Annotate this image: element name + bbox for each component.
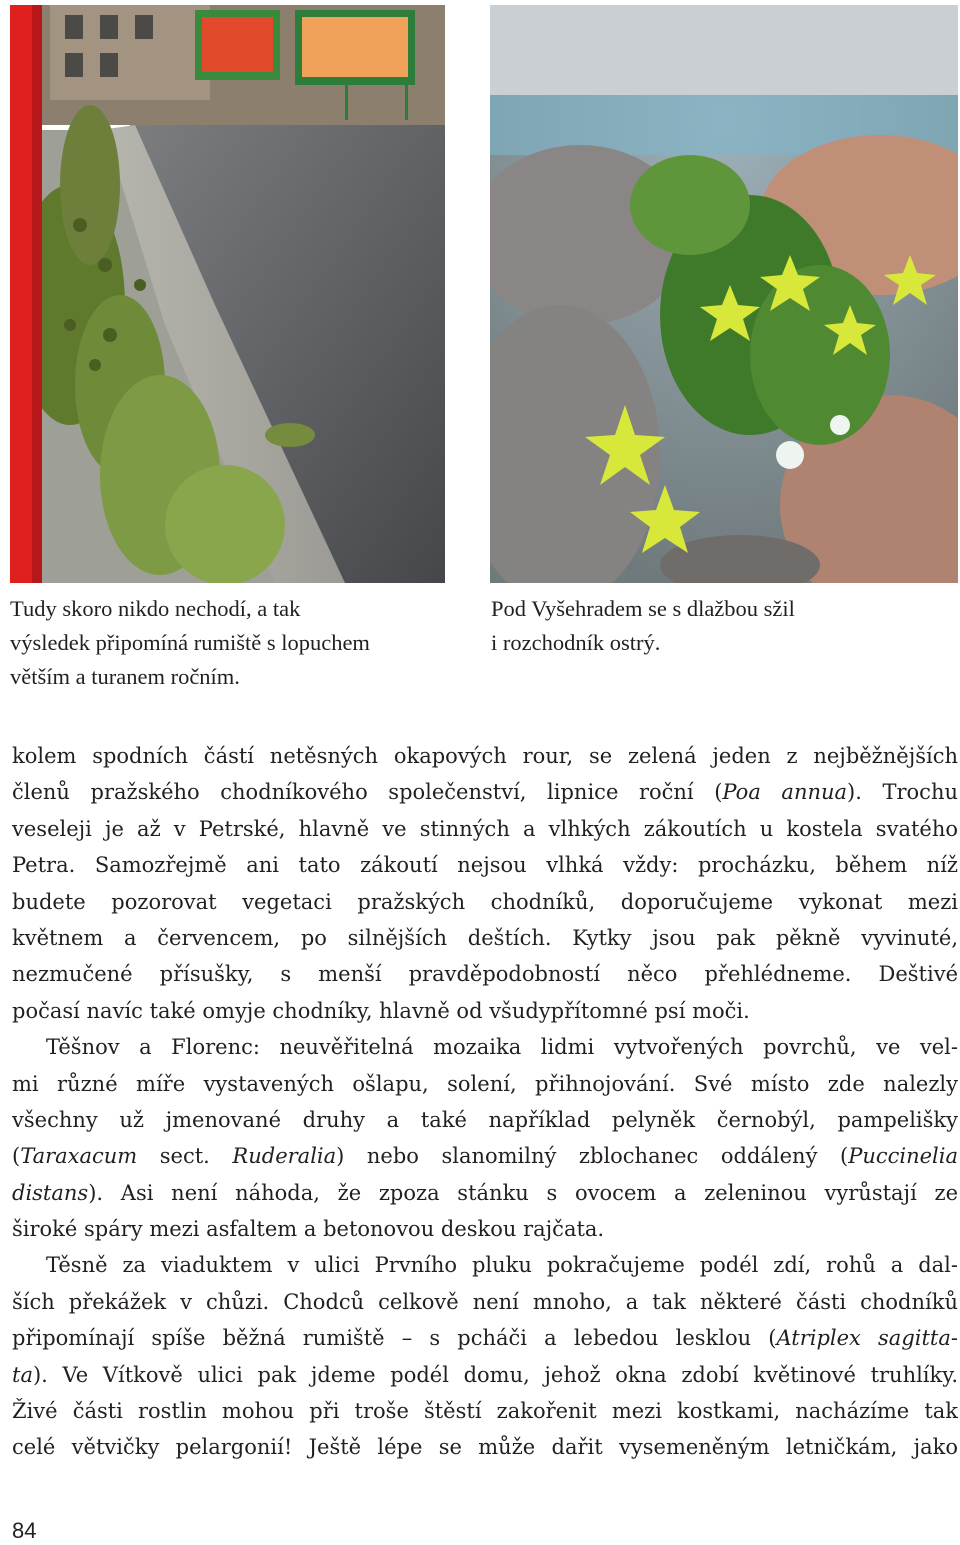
text-segment: Těšnov a Florenc: neuvěřitelná mozaika lidmi vytvořených povrchů, ve vel- (46, 1035, 958, 1060)
body-line (12, 774, 958, 810)
text-segment: široké spáry mezi asfaltem a betonovou deskou rajčata. (12, 1217, 605, 1242)
body-line (12, 1357, 958, 1393)
body-line (12, 1247, 958, 1283)
text-segment: sect. (137, 1144, 233, 1169)
text-segment: kolem spodních částí netěsných okapových rour, se zelená jeden z nejběžnějších (12, 744, 958, 768)
photo-street-weeds (10, 5, 445, 583)
photo-stonecrop-cobbles (490, 5, 958, 583)
italic-term: Puccinelia (848, 1144, 959, 1169)
text-segment: ších překážek v chůzi. Chodců celkově není mnoho, a tak některé části chodníků (12, 1289, 958, 1314)
caption-left (10, 592, 455, 694)
text-segment: budete pozorovat vegetaci pražských chodníků, doporučujeme vykonat mezi (12, 889, 958, 914)
body-line (12, 956, 958, 992)
body-line (12, 1211, 958, 1247)
text-segment: Těsně za viaduktem v ulici Prvního pluku pokračujeme podél zdí, rohů a dal- (46, 1253, 958, 1278)
page-number: 84 (12, 1518, 37, 1543)
caption-line: výsledek připomíná rumiště s lopuchem (10, 630, 370, 655)
body-line (12, 1429, 958, 1465)
italic-term: distans (12, 1180, 89, 1205)
caption-right (491, 592, 931, 660)
body-line (12, 1138, 958, 1174)
text-segment: ). Trochu (847, 780, 958, 805)
stonecrop-illustration (490, 5, 958, 583)
italic-term: Ruderalia (232, 1144, 337, 1169)
text-segment: květnem a červencem, po silnějších deštích. Kytky jsou pak pěkně vyvinuté, (12, 925, 958, 950)
text-segment: mi různé míře vystavených ošlapu, solení, přihnojování. Své místo zde nalezly (12, 1071, 958, 1096)
italic-term: ta (12, 1362, 33, 1387)
body-line (12, 1102, 958, 1138)
italic-term: Poa annua (722, 780, 848, 805)
text-segment: ) nebo slanomilný zblochanec oddálený ( (336, 1144, 849, 1169)
italic-term: Taraxacum (20, 1144, 138, 1169)
caption-line: větším a turanem ročním. (10, 664, 240, 689)
caption-line: Pod Vyšehradem se s dlažbou sžil (491, 596, 795, 621)
text-segment: členů pražského chodníkového společenství, lipnice roční ( (12, 780, 723, 805)
street-weeds-illustration (10, 5, 445, 583)
body-line (12, 847, 958, 883)
body-line (12, 1284, 958, 1320)
text-segment: Živé části rostlin mohou při troše štěstí zakořenit mezi kostkami, nacházíme tak (12, 1399, 958, 1424)
text-segment: nezmučené přísušky, s menší pravděpodobností něco přehlédneme. Deštivé (12, 962, 958, 987)
text-segment: celé větvičky pelargonií! Ještě lépe se může dařit vysemeněným letničkám, jako (12, 1435, 958, 1460)
body-line (12, 1029, 958, 1065)
caption-line: Tudy skoro nikdo nechodí, a tak (10, 596, 301, 621)
body-line (12, 993, 958, 1029)
body-line (12, 738, 958, 774)
italic-term: Atriplex sagitta- (776, 1326, 958, 1351)
text-segment: všechny už jmenované druhy a také například pelyněk černobýl, pampelišky (12, 1107, 958, 1132)
text-segment: počasí navíc také omyje chodníky, hlavně od všudypřítomné psí moči. (12, 998, 750, 1023)
body-line (12, 1175, 958, 1211)
body-line (12, 811, 958, 847)
caption-line: i rozchodník ostrý. (491, 630, 661, 655)
text-segment: ). Asi není náhoda, že zpoza stánku s ovocem a zeleninou vyrůstají ze (88, 1180, 958, 1205)
body-line (12, 1320, 958, 1356)
text-segment: ). Ve Vítkově ulici pak jdeme podél domu, jehož okna zdobí květinové truhlíky. (32, 1362, 958, 1387)
text-segment: Petra. Samozřejmě ani tato zákoutí nejsou vlhká vždy: procházku, během níž (12, 853, 958, 878)
body-line (12, 1393, 958, 1429)
text-segment: připomínají spíše běžná rumiště – s pcháči a lebedou lesklou ( (12, 1326, 777, 1351)
text-segment: ( (12, 1144, 21, 1169)
text-segment: veseleji je až v Petrské, hlavně ve stinných a vlhkých zákoutích u kostela svatého (12, 816, 958, 841)
body-line (12, 920, 958, 956)
body-text (12, 738, 958, 1466)
body-line (12, 884, 958, 920)
body-line (12, 1066, 958, 1102)
